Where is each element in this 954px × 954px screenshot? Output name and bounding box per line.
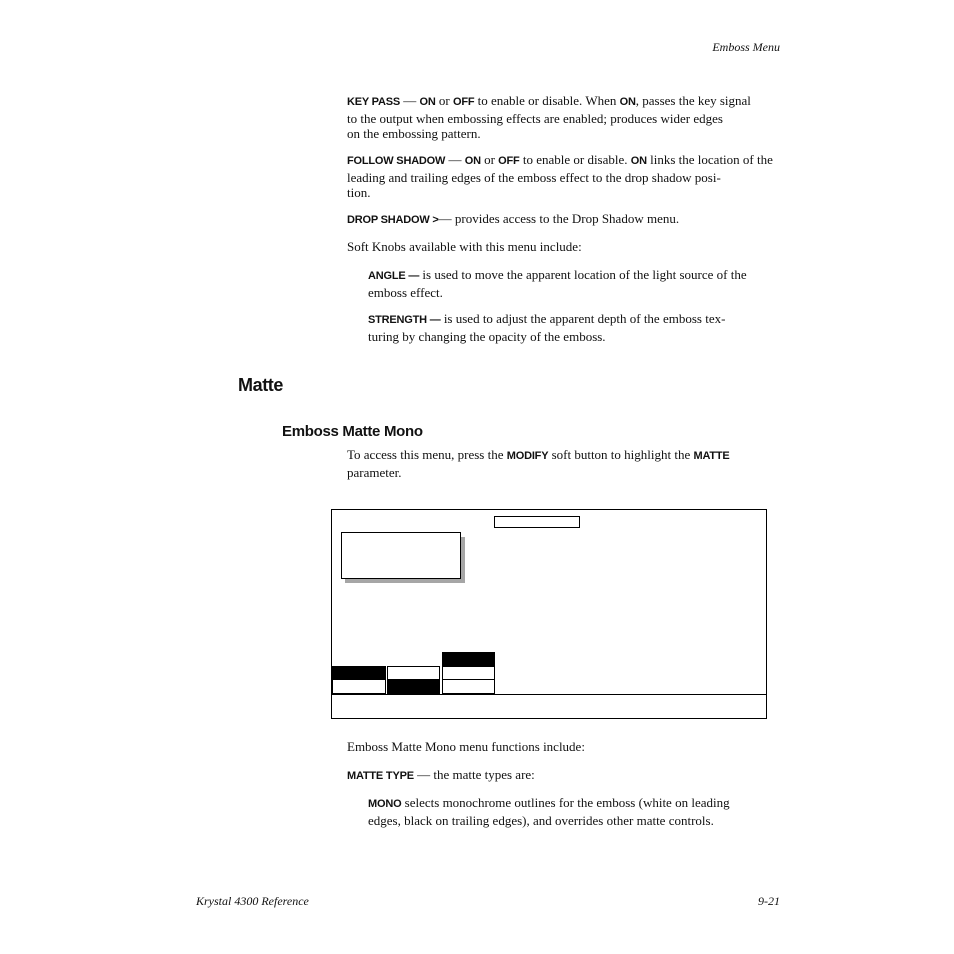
strength-paragraph: STRENGTH — is used to adjust the apparent depth of the emboss tex- turing by changing the opacity of the emboss. xyxy=(368,311,726,344)
footer-doc-title: Krystal 4300 Reference xyxy=(196,894,309,908)
modify-keyword: MODIFY xyxy=(506,450,549,462)
matte-keyword: MATTE xyxy=(693,450,730,462)
running-header: Emboss Menu xyxy=(712,40,780,54)
emboss-matte-mono-menu-figure xyxy=(331,509,767,719)
mono-paragraph: MONO selects monochrome outlines for the emboss (white on leading edges, black on trailing edges), and overrides other matte controls. xyxy=(368,795,730,828)
functions-intro: Emboss Matte Mono menu functions include: xyxy=(347,739,585,754)
matte-type-paragraph: MATTE TYPE — the matte types are: xyxy=(347,767,535,782)
angle-term: ANGLE — xyxy=(368,270,420,282)
emboss-matte-mono-heading: Emboss Matte Mono xyxy=(282,423,423,440)
follow-shadow-term: FOLLOW SHADOW xyxy=(347,155,446,167)
soft-button-1-bottom[interactable] xyxy=(332,679,386,694)
soft-knobs-intro: Soft Knobs available with this menu include: xyxy=(347,239,582,254)
menu-status-divider xyxy=(332,694,766,695)
matte-type-term: MATTE TYPE xyxy=(347,770,414,782)
popup-panel xyxy=(341,532,461,579)
soft-button-2-top[interactable] xyxy=(387,666,440,680)
key-pass-paragraph: KEY PASS — ON or OFF to enable or disable. When ON, passes the key signal to the output when embossing effects are enabled; produces wider edges on the embossing pattern. xyxy=(347,93,751,142)
mono-term: MONO xyxy=(368,798,402,810)
soft-button-3-bottom[interactable] xyxy=(442,679,495,694)
menu-title-box xyxy=(494,516,580,528)
angle-paragraph: ANGLE — is used to move the apparent location of the light source of the emboss effect. xyxy=(368,267,747,300)
footer-page-number: 9-21 xyxy=(758,894,780,908)
drop-shadow-term: DROP SHADOW > xyxy=(347,214,439,226)
strength-term: STRENGTH — xyxy=(368,314,441,326)
soft-button-1-top[interactable] xyxy=(332,666,386,680)
soft-button-3-top[interactable] xyxy=(442,652,495,666)
drop-shadow-paragraph: DROP SHADOW >— provides access to the Drop Shadow menu. xyxy=(347,211,680,226)
key-pass-term: KEY PASS xyxy=(347,96,401,108)
matte-heading: Matte xyxy=(238,375,284,395)
access-paragraph: To access this menu, press the MODIFY soft button to highlight the MATTE parameter. xyxy=(347,447,730,480)
follow-shadow-paragraph: FOLLOW SHADOW — ON or OFF to enable or disable. ON links the location of the leading and trailing edges of the emboss effect to the drop shadow posi- tion. xyxy=(347,152,773,201)
soft-button-2-bottom[interactable] xyxy=(387,679,440,694)
soft-button-3-middle[interactable] xyxy=(442,666,495,680)
